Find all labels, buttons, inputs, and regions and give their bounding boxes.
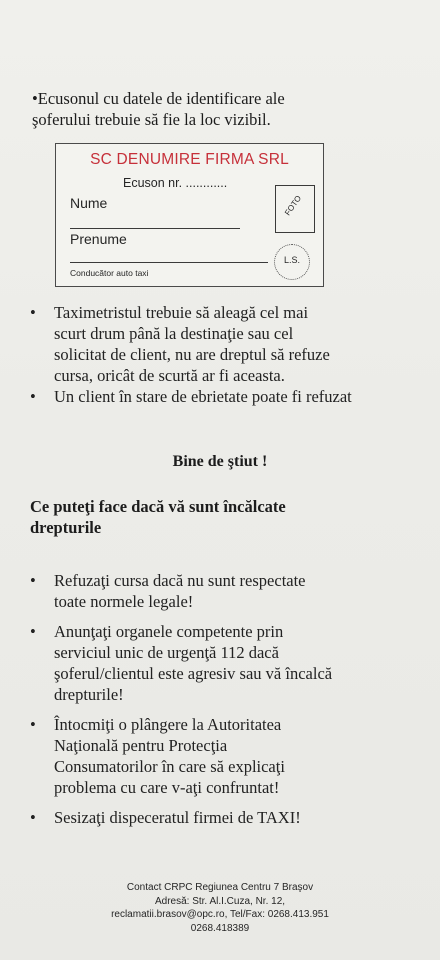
list-item-line: drepturile! [54, 685, 124, 704]
list-item-line: solicitat de client, nu are dreptul să refuze [54, 345, 330, 364]
badge-photo-label: FOTO [283, 193, 304, 218]
contact-line: Contact CRPC Regiunea Centru 7 Braşov [126, 882, 314, 893]
list-item-line: şoferul/clientul este agresiv sau vă încalcă [54, 664, 333, 683]
list-item [30, 807, 370, 828]
badge-photo-box [275, 185, 315, 233]
badge-name-label: Nume [70, 195, 108, 211]
badge-seal-circle [274, 244, 310, 280]
contact-line: Adresă: Str. Al.I.Cuza, Nr. 12, [154, 895, 286, 907]
bullet: • [30, 387, 36, 406]
badge-intro-line: şoferului trebuie să fie la loc vizibil. [32, 110, 271, 129]
rights-heading-line: drepturile [30, 518, 102, 537]
list-item [30, 302, 400, 386]
list-item-line: Consumatorilor în care să explicaţi [54, 757, 285, 776]
bullet: • [30, 715, 36, 734]
bullet: • [30, 622, 36, 641]
badge-name-line [70, 228, 240, 229]
badge-company-name: SC DENUMIRE FIRMA SRL [90, 151, 289, 168]
rights-actions-list [30, 570, 370, 837]
list-item [30, 714, 370, 798]
bullet: • [30, 808, 36, 827]
badge-number: Ecuson nr. ............ [123, 176, 228, 190]
list-item-line: Sesizaţi dispeceratul firmei de TAXI! [54, 808, 301, 827]
list-item [30, 570, 370, 612]
badge-surname-label: Prenume [70, 231, 127, 247]
list-item-line: Naţională pentru Protecţia [54, 736, 228, 755]
badge-intro-line: •Ecusonul cu datele de identificare ale [32, 89, 285, 108]
rights-heading-line: Ce puteţi face dacă vă sunt încălcate [30, 497, 286, 516]
list-item [30, 386, 400, 407]
list-item-line: scurt drum până la destinaţie sau cel [54, 324, 294, 343]
list-item-line: Refuzaţi cursa dacă nu sunt respectate [54, 571, 306, 590]
list-item-line: Întocmiţi o plângere la Autoritatea [54, 715, 282, 734]
rights-heading [30, 496, 400, 538]
list-item-line: serviciul unic de urgenţă 112 dacă [54, 643, 279, 662]
badge-surname-line [70, 262, 268, 263]
list-item-line: problema cu care v-aţi confruntat! [54, 778, 280, 797]
badge-intro-text [32, 88, 372, 130]
good-to-know-heading: Bine de ştiut ! [172, 453, 268, 470]
list-item-line: Taximetristul trebuie să aleagă cel mai [54, 303, 309, 322]
list-item [30, 621, 370, 705]
taxi-rules-list [30, 302, 400, 407]
contact-line: reclamatii.brasov@opc.ro, Tel/Fax: 0268.413.951 [111, 909, 329, 920]
list-item-line: Un client în stare de ebrietate poate fi refuzat [54, 387, 352, 406]
list-item-line: cursa, oricât de scurtă ar fi aceasta. [54, 366, 285, 385]
bullet: • [30, 303, 36, 322]
driver-badge-sample [55, 143, 324, 287]
badge-seal-label: L.S. [283, 255, 300, 265]
contact-footer [20, 881, 420, 935]
contact-line: 0268.418389 [190, 922, 250, 934]
list-item-line: toate normele legale! [54, 592, 194, 611]
badge-driver-label: Conducător auto taxi [70, 268, 149, 278]
list-item-line: Anunţaţi organele competente prin [54, 622, 284, 641]
bullet: • [30, 571, 36, 590]
